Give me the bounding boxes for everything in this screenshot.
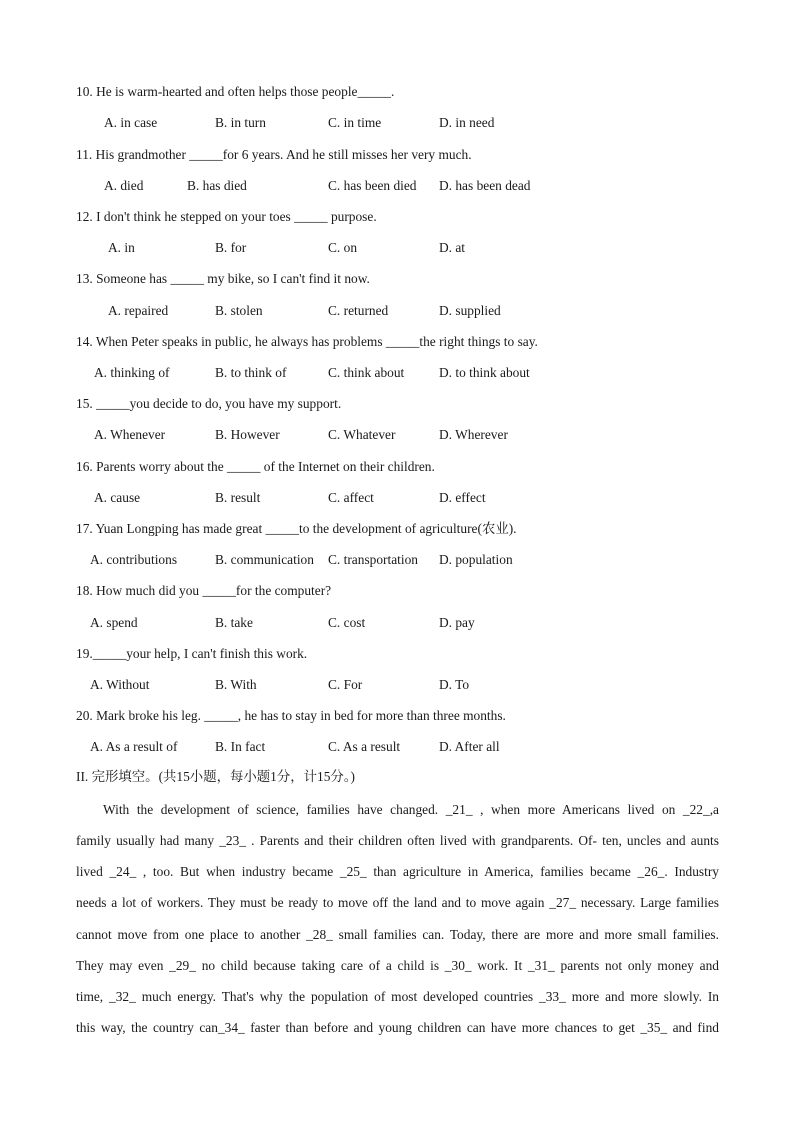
- question-18-options: [90, 615, 650, 631]
- question-14-stem: 14. When Peter speaks in public, he always has problems _____the right things to say.: [76, 334, 538, 349]
- option-b[interactable]: B. take: [215, 615, 253, 630]
- question-19-stem: 19._____your help, I can't finish this work.: [76, 646, 308, 661]
- question-17-options: [90, 552, 650, 568]
- option-a[interactable]: A. repaired: [108, 303, 169, 318]
- question-17-stem: 17. Yuan Longping has made great _____to the development of agriculture(农业).: [76, 521, 517, 536]
- option-a[interactable]: A. thinking of: [94, 365, 170, 380]
- passage-line-5: cannot move from one place to another _28_ small families can. Today, there are more and more small families.: [76, 927, 719, 942]
- option-c[interactable]: C. think about: [328, 365, 405, 380]
- option-d[interactable]: D. effect: [439, 490, 486, 505]
- option-a[interactable]: A. died: [104, 178, 144, 193]
- passage-line-8: this way, the country can_34_ faster than before and young children can have more chances to get _35_ and find: [76, 1020, 719, 1035]
- option-c[interactable]: C. cost: [328, 615, 366, 630]
- option-d[interactable]: D. After all: [439, 739, 500, 754]
- question-14-options: [94, 365, 654, 381]
- option-d[interactable]: D. Wherever: [439, 427, 508, 442]
- question-12-stem: 12. I don't think he stepped on your toes _____ purpose.: [76, 209, 377, 224]
- section-title: II. 完形填空。(共15小题，每小题1分，计15分。): [76, 769, 355, 784]
- option-a[interactable]: A. cause: [94, 490, 141, 505]
- option-b[interactable]: B. stolen: [215, 303, 263, 318]
- question-20-options: [90, 739, 650, 755]
- question-13-stem: 13. Someone has _____ my bike, so I can't find it now.: [76, 271, 370, 286]
- option-d[interactable]: D. at: [439, 240, 466, 255]
- option-c[interactable]: C. For: [328, 677, 363, 692]
- option-c[interactable]: C. Whatever: [328, 427, 396, 442]
- question-20-stem: 20. Mark broke his leg. _____, he has to stay in bed for more than three months.: [76, 708, 506, 723]
- option-c[interactable]: C. returned: [328, 303, 389, 318]
- passage-line-2: family usually had many _23_ . Parents and their children often lived with grandparents. Of- ten, uncles and aunts: [76, 833, 719, 848]
- option-a[interactable]: A. As a result of: [90, 739, 178, 754]
- option-b[interactable]: B. communication: [215, 552, 314, 567]
- option-d[interactable]: D. supplied: [439, 303, 501, 318]
- passage-line-3: lived _24_ , too. But when industry became _25_ than agriculture in America, families became _26_. Industry: [76, 864, 719, 879]
- question-11-options: [104, 178, 664, 194]
- passage-line-7: time, _32_ much energy. That's why the population of most developed countries _33_ more and more slowly. In: [76, 989, 719, 1004]
- option-c[interactable]: C. in time: [328, 115, 382, 130]
- question-15-stem: 15. _____you decide to do, you have my support.: [76, 396, 342, 411]
- question-13-options: [108, 303, 668, 319]
- passage-line-6: They may even _29_ no child because taking care of a child is _30_ work. It _31_ parents not only money and: [76, 958, 719, 973]
- option-c[interactable]: C. has been died: [328, 178, 417, 193]
- option-a[interactable]: A. spend: [90, 615, 138, 630]
- option-a[interactable]: A. Whenever: [94, 427, 166, 442]
- option-c[interactable]: C. affect: [328, 490, 374, 505]
- option-b[interactable]: B. has died: [187, 178, 247, 193]
- passage-line-1: With the development of science, families have changed. _21_ , when more Americans lived on _22_,a: [103, 802, 719, 817]
- question-16-stem: 16. Parents worry about the _____ of the Internet on their children.: [76, 459, 435, 474]
- option-d[interactable]: D. to think about: [439, 365, 530, 380]
- option-d[interactable]: D. To: [439, 677, 470, 692]
- option-d[interactable]: D. pay: [439, 615, 475, 630]
- question-10-stem: 10. He is warm-hearted and often helps those people_____.: [76, 84, 395, 99]
- option-b[interactable]: B. In fact: [215, 739, 266, 754]
- option-d[interactable]: D. in need: [439, 115, 495, 130]
- question-15-options: [94, 427, 654, 443]
- question-11-stem: 11. His grandmother _____for 6 years. And he still misses her very much.: [76, 147, 472, 162]
- question-16-options: [94, 490, 654, 506]
- option-a[interactable]: A. in: [108, 240, 135, 255]
- option-a[interactable]: A. in case: [104, 115, 158, 130]
- question-19-options: [90, 677, 650, 693]
- option-b[interactable]: B. result: [215, 490, 261, 505]
- question-12-options: [108, 240, 668, 256]
- option-d[interactable]: D. has been dead: [439, 178, 531, 193]
- option-b[interactable]: B. for: [215, 240, 247, 255]
- passage-line-4: needs a lot of workers. They must be ready to move off the land and to move again _27_ necessary. Large families: [76, 895, 719, 910]
- option-d[interactable]: D. population: [439, 552, 513, 567]
- option-a[interactable]: A. Without: [90, 677, 150, 692]
- question-10-options: [104, 115, 664, 131]
- option-b[interactable]: B. in turn: [215, 115, 266, 130]
- question-18-stem: 18. How much did you _____for the computer?: [76, 583, 332, 598]
- option-c[interactable]: C. As a result: [328, 739, 401, 754]
- option-b[interactable]: B. to think of: [215, 365, 287, 380]
- option-c[interactable]: C. transportation: [328, 552, 419, 567]
- option-c[interactable]: C. on: [328, 240, 358, 255]
- option-a[interactable]: A. contributions: [90, 552, 178, 567]
- option-b[interactable]: B. However: [215, 427, 280, 442]
- option-b[interactable]: B. With: [215, 677, 257, 692]
